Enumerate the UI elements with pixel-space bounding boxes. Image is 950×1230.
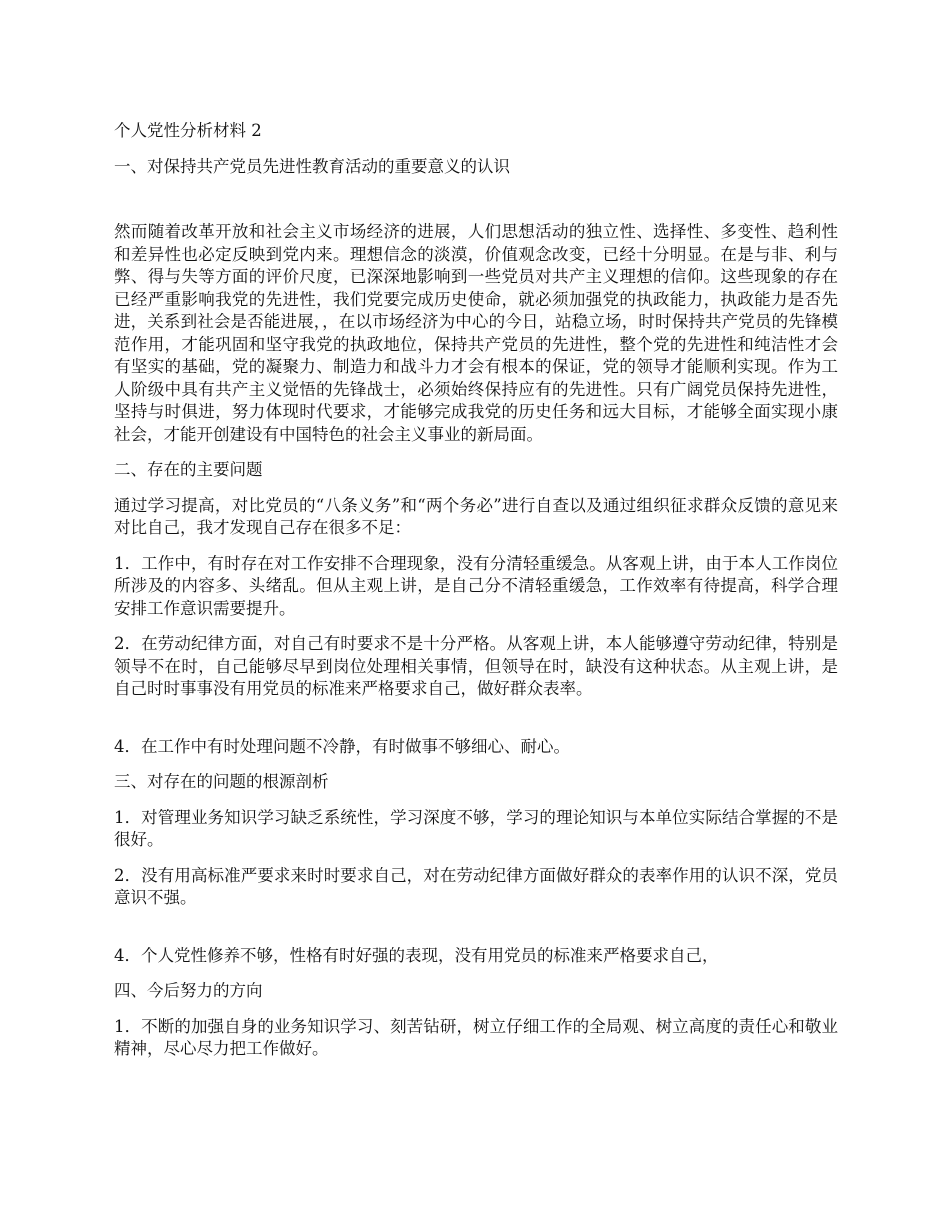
- document-title: 个人党性分析材料 2: [114, 121, 262, 140]
- section4-heading: 四、今后努力的方向: [114, 981, 263, 1000]
- spacer: [114, 191, 838, 221]
- document-content: [114, 120, 838, 1074]
- section2-item-4: 4．在工作中有时处理问题不冷静，有时做事不够细心、耐心。: [114, 736, 570, 756]
- section3-heading: 三、对存在的问题的根源剖析: [114, 772, 329, 791]
- section3-item-2: 2．没有用高标准严要求来时时要求自己，对在劳动纪律方面做好群众的表率作用的认识不深，党员意识不强。: [114, 865, 838, 907]
- section3-item-1: 1．对管理业务知识学习缺乏系统性，学习深度不够，学习的理论知识与本单位实际结合掌握的不是很好。: [114, 807, 838, 849]
- spacer: [114, 923, 838, 945]
- section2-intro: 通过学习提高，对比党员的“八条义务”和“两个务必”进行自查以及通过组织征求群众反馈的意见来对比自己，我才发现自己存在很多不足：: [114, 495, 838, 537]
- section2-item-2: 2．在劳动纪律方面，对自己有时要求不是十分严格。从客观上讲，本人能够遵守劳动纪律，特别是领导不在时，自己能够尽早到岗位处理相关事情，但领导在时，缺没有这种状态。从主观上讲，是自己时时事事没有用党员的标准来严格要求自己，做好群众表率。: [114, 634, 838, 698]
- section1-body: 然而随着改革开放和社会主义市场经济的进展，人们思想活动的独立性、选择性、多变性、趋利性和差异性也必定反映到党内来。理想信念的淡漠，价值观念改变，已经十分明显。在是与非、利与弊、得与失等方面的评价尺度，已深深地影响到一些党员对共产主义理想的信仰。这些现象的存在已经严重影响我党的先进性，我们党要完成历史使命，就必须加强党的执政能力，执政能力是否先进，关系到社会是否能进展，，在以市场经济为中心的今日，站稳立场，时时保持共产党员的先锋模范作用，才能巩固和坚守我党的执政地位，保持共产党员的先进性，整个党的先进性和纯洁性才会有坚实的基础，党的凝聚力、制造力和战斗力才会有根本的保证，党的领导才能顺利实现。作为工人阶级中具有共产主义觉悟的先锋战士，必须始终保持应有的先进性。只有广阔党员保持先进性，坚持与时俱进，努力体现时代要求，才能够完成我党的历史任务和远大目标，才能够全面实现小康社会，才能开创建设有中国特色的社会主义事业的新局面。: [114, 222, 838, 444]
- section2-heading: 二、存在的主要问题: [114, 460, 263, 479]
- spacer: [114, 714, 838, 736]
- section4-item-1: 1．不断的加强自身的业务知识学习、刻苦钻研，树立仔细工作的全局观、树立高度的责任心和敬业精神，尽心尽力把工作做好。: [114, 1016, 838, 1058]
- section3-item-4: 4．个人党性修养不够，性格有时好强的表现，没有用党员的标准来严格要求自己，: [114, 945, 719, 965]
- section2-item-1: 1．工作中，有时存在对工作安排不合理现象，没有分清轻重缓急。从客观上讲，由于本人工作岗位所涉及的内容多、头绪乱。但从主观上讲，是自己分不清轻重缓急，工作效率有待提高，科学合理安排工作意识需要提升。: [114, 553, 838, 618]
- section1-heading: 一、对保持共产党员先进性教育活动的重要意义的认识: [114, 156, 510, 176]
